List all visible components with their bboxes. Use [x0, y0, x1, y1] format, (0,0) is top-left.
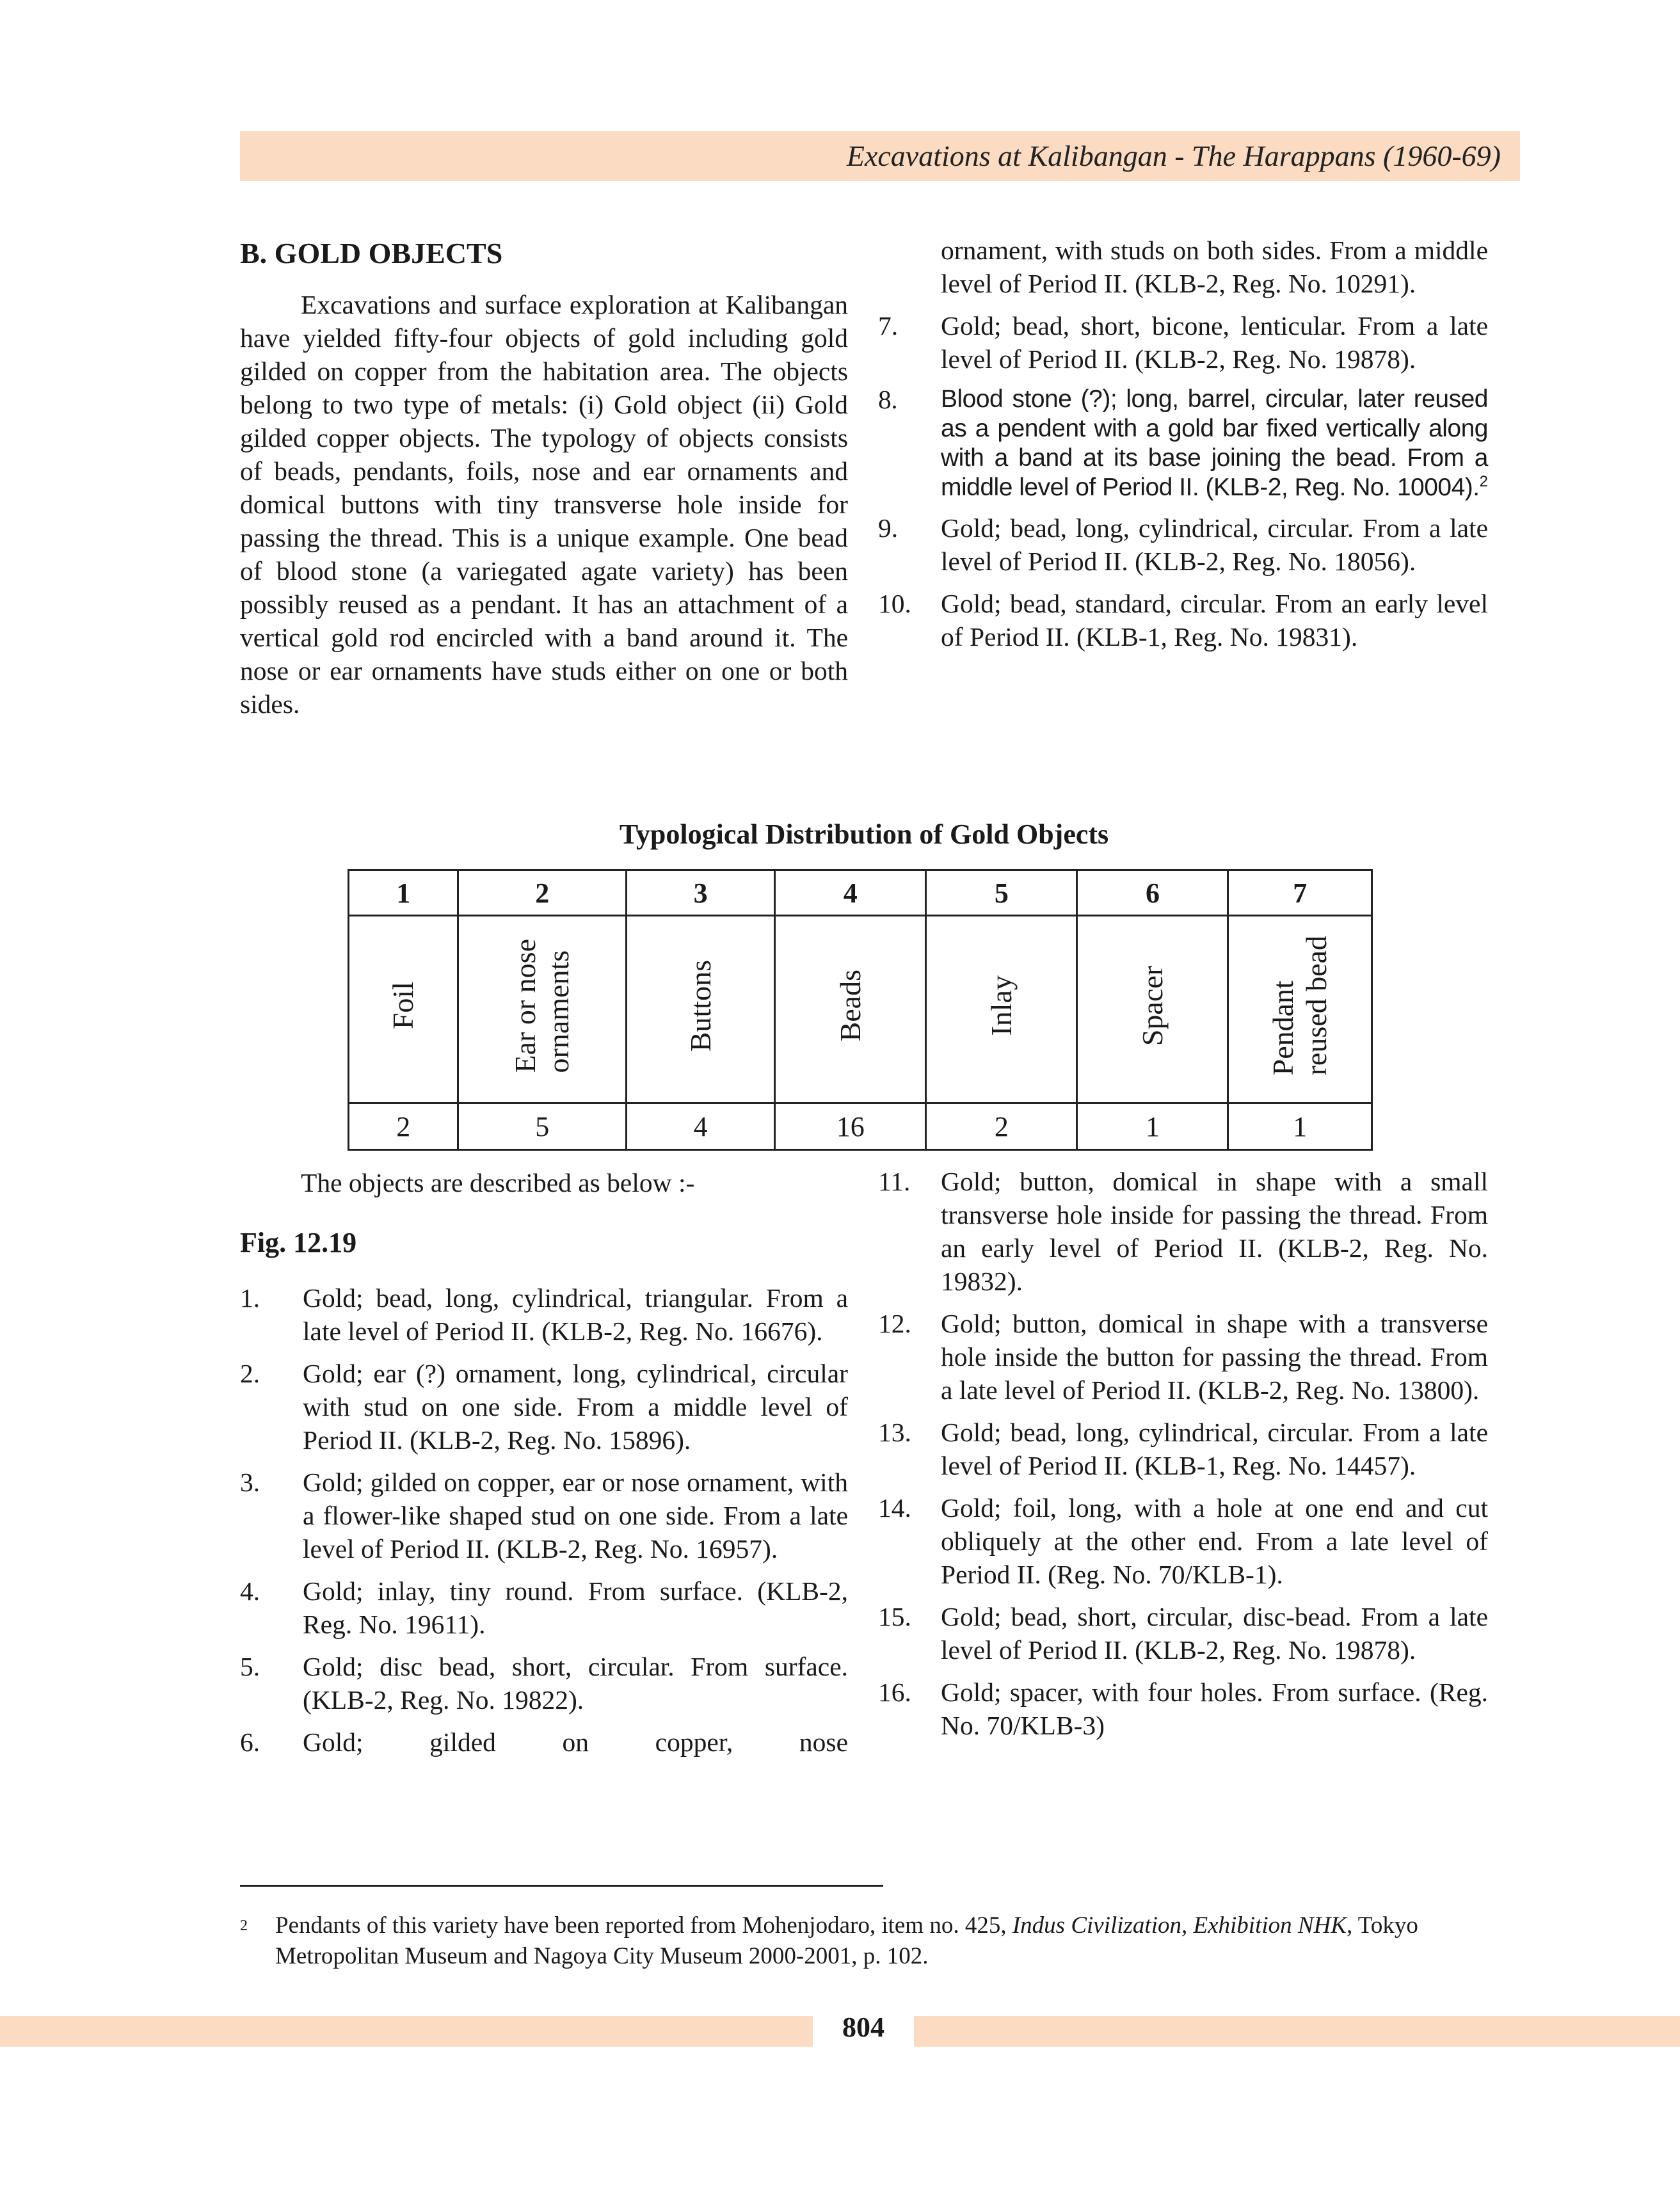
table-label-cell: [926, 916, 1077, 1103]
list-item: [878, 1307, 1488, 1407]
list-item-number: 16.: [878, 1677, 911, 1707]
list-item: [240, 1357, 848, 1457]
list-item-text: Gold; button, domical in shape with a small transverse hole inside for passing the thread. From an early level of Period II. (KLB-2, Reg. No. 19832).: [941, 1167, 1488, 1296]
section-heading: B. GOLD OBJECTS: [240, 237, 503, 269]
list-item-number: 13.: [878, 1418, 911, 1447]
list-item: [240, 1466, 848, 1565]
table-header-cell: 2: [458, 870, 627, 916]
list-item-text: Gold; bead, short, bicone, lenticular. From a late level of Period II. (KLB-2, Reg. No. 19878).: [941, 311, 1488, 374]
list-item-number: 11.: [878, 1167, 911, 1196]
table-header-cell: 3: [627, 870, 775, 916]
list-item-number: 2.: [240, 1359, 260, 1388]
left-column-bottom: [240, 1166, 848, 1768]
table-label-cell: [775, 916, 926, 1103]
footnote-title: Indus Civilization, Exhibition NHK: [1012, 1912, 1347, 1939]
table-label-cell: [1228, 916, 1372, 1103]
list-item-text: Gold; disc bead, short, circular. From surface. (KLB-2, Reg. No. 19822).: [303, 1652, 848, 1715]
table-count-cell: 16: [775, 1103, 926, 1150]
list-item-number: 5.: [240, 1652, 260, 1681]
list-item: [240, 1281, 848, 1348]
table-header-cell: 7: [1228, 870, 1372, 916]
list-item-number: 9.: [878, 513, 899, 543]
footer-band-left: [0, 2016, 813, 2047]
list-item-text: Gold; spacer, with four holes. From surface. (Reg. No. 70/KLB-3): [941, 1677, 1488, 1740]
list-item-number: 14.: [878, 1493, 911, 1523]
table-label-cell: [627, 916, 775, 1103]
list-item: [878, 385, 1488, 502]
list-item-number: 4.: [240, 1576, 260, 1606]
list-item-text: Gold; foil, long, with a hole at one end and cut obliquely at the other end. From a late level of Period II. (Reg. No. 70/KLB-1).: [941, 1493, 1488, 1589]
list-item: [878, 587, 1488, 653]
table-count-cell: 2: [349, 1103, 458, 1150]
footnote-text-start: Pendants of this variety have been reported from Mohenjodaro, item no. 425,: [275, 1912, 1012, 1939]
table-label-text: Ear or nose ornaments: [509, 938, 575, 1073]
footnote-text: [275, 1910, 1488, 1972]
list-item: [240, 1650, 848, 1716]
figure-label: Fig. 12.19: [240, 1227, 357, 1258]
list-item: [878, 1600, 1488, 1667]
intro-paragraph: Excavations and surface exploration at Kalibangan have yielded fifty-four objects of gold including gold gilded on copper from the habitation area. The objects belong to two type of metals: (i) Gold object (ii) Gold gilded copper objects. The typology of objects consists of beads, pendants, foils, nose and ear ornaments and domical buttons with tiny transverse hole inside for passing the thread. This is a unique example. One bead of blood stone (a variegated agate variety) has been possibly reused as a pendant. It has an attachment of a vertical gold rod encircled with a band around it. The nose or ear ornaments have studs either on one or both sides.: [240, 290, 848, 719]
table-label-cell: [349, 916, 458, 1103]
table-label-row: [349, 916, 1372, 1103]
list-item-text: Gold; bead, long, cylindrical, circular. From a late level of Period II. (KLB-1, Reg. No. 14457).: [941, 1418, 1488, 1480]
list-item-text: Gold; bead, long, cylindrical, triangular. From a late level of Period II. (KLB-2, Reg. No. 16676).: [303, 1283, 848, 1346]
list-item: [878, 1165, 1488, 1298]
list-item: [240, 1574, 848, 1641]
table-label-cell: [458, 916, 627, 1103]
list-item-number: 12.: [878, 1309, 911, 1338]
footnote-text-end: , Tokyo Metropolitan Museum and Nagoya City Museum 2000-2001, p. 102.: [275, 1912, 1418, 1969]
list-item-text: Gold; gilded on copper, ear or nose ornament, with a flower-like shaped stud on one side. From a late level of Period II. (KLB-2, Reg. No. 16957).: [303, 1468, 848, 1564]
list-item-number: 7.: [878, 311, 899, 340]
list-item-text: Gold; inlay, tiny round. From surface. (KLB-2, Reg. No. 19611).: [303, 1576, 848, 1639]
list-item: [878, 309, 1488, 376]
table-header-cell: 6: [1077, 870, 1228, 916]
right-column-bottom: [878, 1165, 1488, 1751]
table-label-text: Foil: [387, 982, 420, 1030]
list-item-number: 15.: [878, 1602, 911, 1631]
list-item-text: Gold; bead, short, circular, disc-bead. From a late level of Period II. (KLB-2, Reg. No. 19878).: [941, 1602, 1488, 1665]
table-header-cell: 5: [926, 870, 1077, 916]
list-item: [878, 1491, 1488, 1591]
table-count-cell: 4: [627, 1103, 775, 1150]
description-line: The objects are described as below :-: [301, 1168, 695, 1197]
table-count-cell: 2: [926, 1103, 1077, 1150]
list-item-text: ornament, with studs on both sides. From a middle level of Period II. (KLB-2, Reg. No. 10291).: [941, 236, 1488, 298]
list-item-text-body: Blood stone (?); long, barrel, circular, later reused as a pendent with a gold bar fixed vertically along with a band at its base joining the bead. From a middle level of Period II. (KLB-2, Reg. No. 10004).: [941, 385, 1488, 501]
table-header-cell: 1: [349, 870, 458, 916]
footer-band-right: [914, 2016, 1680, 2047]
list-item: [878, 234, 1488, 300]
left-column-top: [240, 237, 848, 721]
table-label-text: Inlay: [984, 975, 1018, 1036]
right-column-top: [878, 234, 1488, 662]
footnote: [240, 1910, 1488, 1972]
table-header-cell: 4: [775, 870, 926, 916]
list-item-text: Gold; button, domical in shape with a transverse hole inside the button for passing the thread. From a late level of Period II. (KLB-2, Reg. No. 13800).: [941, 1309, 1488, 1405]
table-count-cell: 1: [1077, 1103, 1228, 1150]
running-header: [240, 131, 1520, 181]
table-title: Typological Distribution of Gold Objects: [619, 819, 1109, 850]
list-item-number: 8.: [878, 385, 898, 414]
table-count-cell: 5: [458, 1103, 627, 1150]
running-header-title: Excavations at Kalibangan - The Harappans (1960-69): [846, 140, 1501, 172]
footnote-ref[interactable]: 2: [1479, 473, 1488, 490]
list-item-text: Gold; gilded on copper, nose: [303, 1727, 848, 1757]
list-item-text: Gold; ear (?) ornament, long, cylindrical, circular with stud on one side. From a middle level of Period II. (KLB-2, Reg. No. 15896).: [303, 1359, 848, 1455]
list-item-text: [941, 385, 1488, 502]
list-item-number: 1.: [240, 1283, 260, 1313]
table-label-cell: [1077, 916, 1228, 1103]
list-item-number: 3.: [240, 1468, 260, 1497]
list-item-text: Gold; bead, standard, circular. From an early level of Period II. (KLB-1, Reg. No. 19831).: [941, 589, 1488, 652]
table-label-text: Pendant reused bead: [1267, 936, 1333, 1076]
page-number: 804: [842, 2012, 884, 2043]
table-count-cell: 1: [1228, 1103, 1372, 1150]
table-count-row: [349, 1103, 1372, 1150]
list-item: [878, 1676, 1488, 1742]
table-header-row: [349, 870, 1372, 916]
list-item: [878, 511, 1488, 578]
list-item-number: 6.: [240, 1727, 260, 1757]
table-label-text: Beads: [833, 970, 867, 1042]
list-item: [878, 1416, 1488, 1482]
list-item: [240, 1725, 848, 1759]
table-label-text: Buttons: [684, 959, 717, 1052]
list-item-text: Gold; bead, long, cylindrical, circular. From a late level of Period II. (KLB-2, Reg. No. 18056).: [941, 513, 1488, 576]
footnote-mark: 2: [240, 1917, 248, 1934]
typology-table: [348, 869, 1373, 1151]
list-item-number: 10.: [878, 589, 911, 618]
footnote-rule: [240, 1885, 883, 1887]
table-label-text: Spacer: [1135, 965, 1169, 1046]
